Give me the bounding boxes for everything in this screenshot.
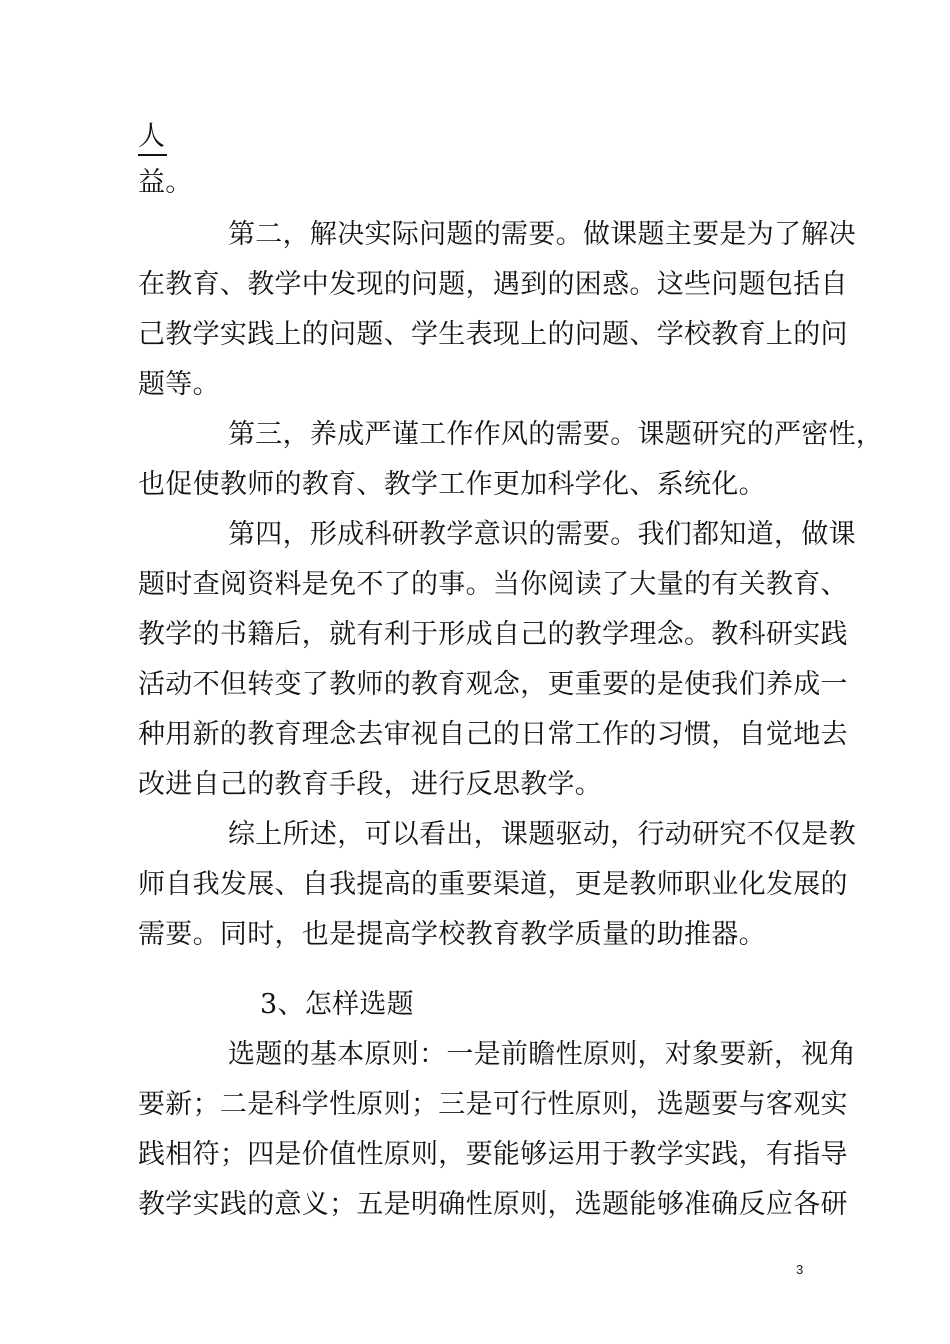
text-line: 践相符；四是价值性原则，要能够运用于教学实践，有指导 [138, 1139, 848, 1170]
text-line: 题等。 [138, 369, 220, 400]
text-line: 要新；二是科学性原则；三是可行性原则，选题要与客观实 [138, 1089, 848, 1120]
page-number: 3 [796, 1262, 804, 1277]
text-line: 改进自己的教育手段，进行反思教学。 [138, 769, 603, 800]
text-line: 活动不但转变了教师的教育观念，更重要的是使我们养成一 [138, 669, 848, 700]
text-line: 教学的书籍后，就有利于形成自己的教学理念。教科研实践 [138, 619, 848, 650]
paragraph-start: 第四，形成科研教学意识的需要。我们都知道，做课 [228, 519, 856, 550]
text-line: 益。 [138, 167, 193, 198]
text-line: 在教育、教学中发现的问题，遇到的困惑。这些问题包括自 [138, 269, 848, 300]
text-line: 也促使教师的教育、教学工作更加科学化、系统化。 [138, 469, 766, 500]
text-line: 教学实践的意义；五是明确性原则，选题能够准确反应各研 [138, 1189, 848, 1220]
text-line: 需要。同时，也是提高学校教育教学质量的助推器。 [138, 919, 766, 950]
text-line: 师自我发展、自我提高的重要渠道，更是教师职业化发展的 [138, 869, 848, 900]
text-line: 己教学实践上的问题、学生表现上的问题、学校教育上的问 [138, 319, 848, 350]
header-mark: 人 [138, 121, 165, 152]
section-heading: 3、怎样选题 [260, 989, 414, 1020]
text-line: 种用新的教育理念去审视自己的日常工作的习惯，自觉地去 [138, 719, 848, 750]
paragraph-start: 第二，解决实际问题的需要。做课题主要是为了解决 [228, 219, 856, 250]
paragraph-start: 选题的基本原则：一是前瞻性原则，对象要新，视角 [228, 1039, 856, 1070]
text-line: 题时查阅资料是免不了的事。当你阅读了大量的有关教育、 [138, 569, 848, 600]
paragraph-start: 第三，养成严谨工作作风的需要。课题研究的严密性， [228, 419, 884, 450]
paragraph-start: 综上所述，可以看出，课题驱动，行动研究不仅是教 [228, 819, 856, 850]
